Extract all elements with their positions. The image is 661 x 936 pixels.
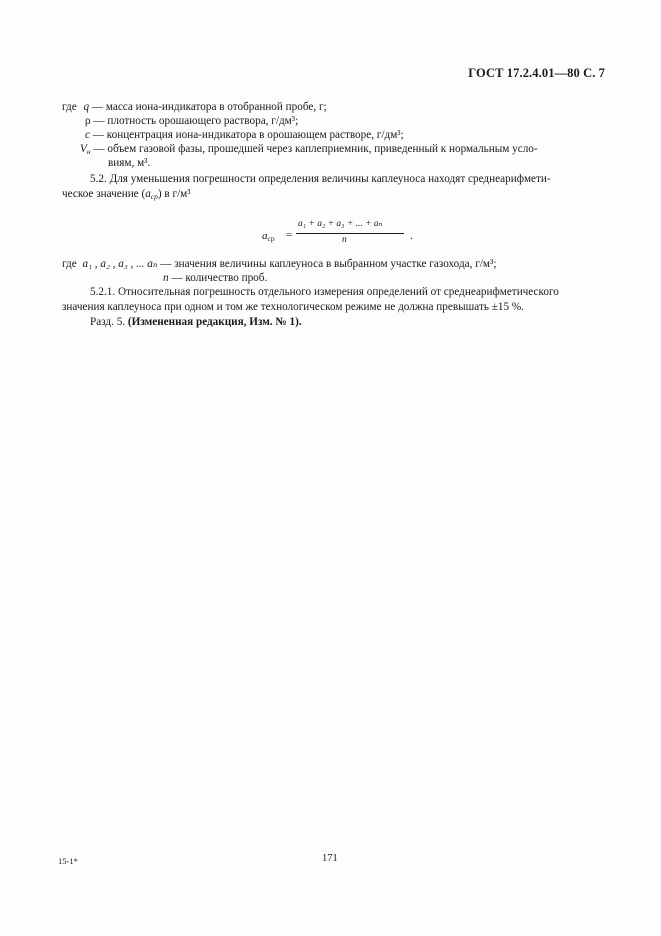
para-5-2-text: ческое значение (: [62, 188, 146, 200]
formula-lhs: [262, 230, 275, 243]
amendment-bold-text: (Измененная редакция, Изм. № 1).: [127, 316, 302, 328]
mean-formula: [262, 218, 422, 258]
where-values-line: [62, 257, 496, 271]
formula-trailing-dot: .: [410, 230, 413, 242]
symbol-q: q: [83, 101, 90, 113]
fraction-bar: [296, 233, 404, 234]
symbol-rho: ρ: [85, 115, 91, 127]
symbol-a-avg-subscript: ср: [150, 192, 158, 201]
definition-text: — объем газовой фазы, прошедшей через каплеприемник, приведенный к нормальным усло-: [93, 143, 538, 155]
symbol-n: n: [163, 272, 169, 284]
amendment-prefix: Разд. 5.: [90, 316, 126, 328]
formula-numerator: a₁ + a₂ + a₃ + ... + aₙ: [298, 219, 383, 229]
para-5-2-line1: 5.2. Для уменьшения погрешности определения величины каплеуноса находят среднеарифмети-: [90, 173, 551, 185]
para-5-2-1-line2: значения каплеуноса при одном и том же технологическом режиме не должна превышать ±15 %.: [62, 301, 524, 313]
where-label: где: [62, 258, 77, 270]
formula-denominator: n: [342, 235, 347, 245]
definition-text: — плотность орошающего раствора, г/дм³;: [93, 115, 299, 127]
definition-c: [85, 128, 404, 142]
definition-v-continuation: виям, м³.: [108, 157, 151, 169]
definition-text: — масса иона-индикатора в отобранной пробе, г;: [91, 101, 327, 113]
page-number: 171: [322, 853, 338, 864]
where-label: где: [62, 101, 77, 113]
values-definition-text: — значения величины каплеуноса в выбранном участке газохода, г/м³;: [160, 258, 497, 270]
formula-equals: =: [286, 229, 293, 241]
symbol-c: c: [85, 129, 90, 141]
symbol-v: V: [80, 143, 87, 155]
formula-lhs-symbol: a: [262, 230, 268, 242]
para-5-2-text-after: ) в г/м³: [157, 188, 191, 200]
footer-code: 15-1*: [58, 856, 78, 866]
symbols-a-list: a₁ , a₂ , a₃ , ... aₙ: [82, 258, 158, 270]
definition-text: — концентрация иона-индикатора в орошающем растворе, г/дм³;: [92, 129, 404, 141]
definition-q: [62, 100, 327, 114]
symbol-a-avg: a: [145, 188, 151, 200]
definition-rho: [85, 114, 298, 128]
formula-lhs-subscript: ср: [267, 234, 275, 243]
n-definition-text: — количество проб.: [171, 272, 268, 284]
symbol-v-subscript: н: [86, 147, 91, 156]
para-5-2-line2: [62, 187, 191, 204]
para-5-2-1-line1: 5.2.1. Относительная погрешность отдельного измерения определений от среднеарифметического: [90, 286, 559, 298]
amendment-note: [90, 315, 302, 329]
page-header: ГОСТ 17.2.4.01—80 С. 7: [468, 66, 605, 80]
where-n-line: [163, 271, 267, 285]
